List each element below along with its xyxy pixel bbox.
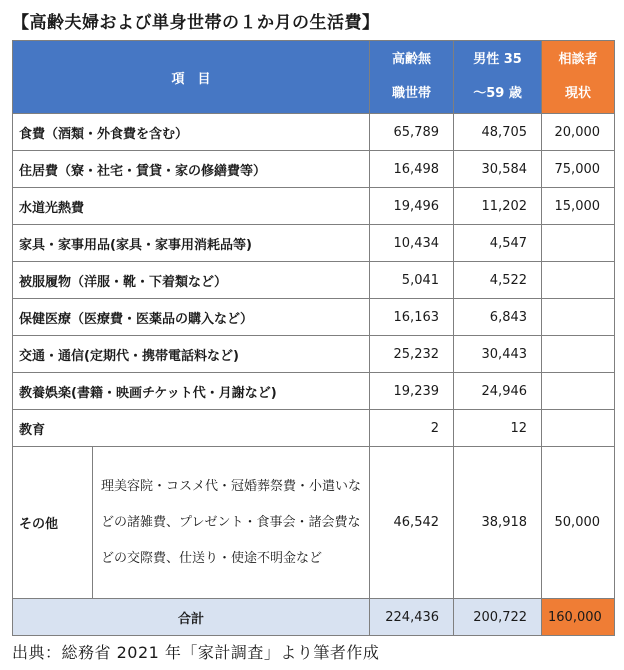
- row-label: 交通・通信(定期代・携帯電話料など): [13, 336, 370, 373]
- row-label: 水道光熱費: [13, 188, 370, 225]
- cell-elderly: 10,434: [370, 225, 454, 262]
- header-client-line1: 相談者: [558, 52, 598, 67]
- table-row: [13, 373, 615, 410]
- row-label: 食費（酒類・外食費を含む）: [13, 114, 370, 151]
- table-row: [13, 225, 615, 262]
- header-male: [454, 41, 542, 114]
- cell-male: 12: [454, 410, 542, 447]
- cell-male: 24,946: [454, 373, 542, 410]
- header-elderly-line1: 高齢無: [392, 52, 432, 67]
- cell-male: 4,522: [454, 262, 542, 299]
- cell-client: 50,000: [542, 447, 615, 599]
- table-row: [13, 114, 615, 151]
- cell-elderly: 5,041: [370, 262, 454, 299]
- cell-client: 15,000: [542, 188, 615, 225]
- cell-male: 6,843: [454, 299, 542, 336]
- table-row: [13, 188, 615, 225]
- total-male: 200,722: [454, 599, 542, 636]
- cell-client: [542, 373, 615, 410]
- table-row: [13, 336, 615, 373]
- row-label-other: その他: [13, 447, 93, 599]
- header-client: [542, 41, 615, 114]
- row-label: 教育: [13, 410, 370, 447]
- source-note: 出典：総務省 2021 年「家計調査」より筆者作成: [12, 643, 380, 662]
- other-description: 理美容院・コスメ代・冠婚葬祭費・小遣いなどの諸雑費、プレゼント・食事会・諸会費などの交際費、仕送り・使途不明金など: [93, 447, 370, 599]
- cell-client: [542, 262, 615, 299]
- header-client-line2: 現状: [565, 86, 592, 101]
- cell-elderly: 65,789: [370, 114, 454, 151]
- cell-male: 30,584: [454, 151, 542, 188]
- cell-male: 30,443: [454, 336, 542, 373]
- row-label: 被服履物（洋服・靴・下着類など）: [13, 262, 370, 299]
- cell-elderly: 16,498: [370, 151, 454, 188]
- total-client: 160,000: [542, 599, 615, 636]
- cell-elderly: 25,232: [370, 336, 454, 373]
- cell-client: 20,000: [542, 114, 615, 151]
- table-title: 【高齢夫婦および単身世帯の１か月の生活費】: [12, 13, 380, 33]
- cell-client: [542, 336, 615, 373]
- table-row: [13, 299, 615, 336]
- total-row: [13, 599, 615, 636]
- cell-elderly: 16,163: [370, 299, 454, 336]
- living-cost-table: [12, 40, 615, 636]
- header-item: 項 目: [13, 41, 370, 114]
- cell-male: 38,918: [454, 447, 542, 599]
- total-elderly: 224,436: [370, 599, 454, 636]
- cell-client: 75,000: [542, 151, 615, 188]
- table-row-other: [13, 447, 615, 599]
- header-male-line2: ～59 歳: [473, 86, 522, 101]
- table-row: [13, 262, 615, 299]
- table-row: [13, 151, 615, 188]
- cell-male: 48,705: [454, 114, 542, 151]
- row-label: 住居費（寮・社宅・賃貸・家の修繕費等）: [13, 151, 370, 188]
- header-elderly-line2: 職世帯: [392, 86, 432, 101]
- cell-client: [542, 299, 615, 336]
- cell-client: [542, 410, 615, 447]
- header-male-line1: 男性 35: [473, 52, 522, 67]
- cell-elderly: 19,496: [370, 188, 454, 225]
- row-label: 保健医療（医療費・医薬品の購入など）: [13, 299, 370, 336]
- row-label: 家具・家事用品(家具・家事用消耗品等): [13, 225, 370, 262]
- cell-elderly: 46,542: [370, 447, 454, 599]
- cell-client: [542, 225, 615, 262]
- cell-male: 11,202: [454, 188, 542, 225]
- cell-male: 4,547: [454, 225, 542, 262]
- header-row: [13, 41, 615, 114]
- cell-elderly: 2: [370, 410, 454, 447]
- table-row: [13, 410, 615, 447]
- cell-elderly: 19,239: [370, 373, 454, 410]
- row-label: 教養娯楽(書籍・映画チケット代・月謝など): [13, 373, 370, 410]
- header-elderly: [370, 41, 454, 114]
- total-label: 合計: [13, 599, 370, 636]
